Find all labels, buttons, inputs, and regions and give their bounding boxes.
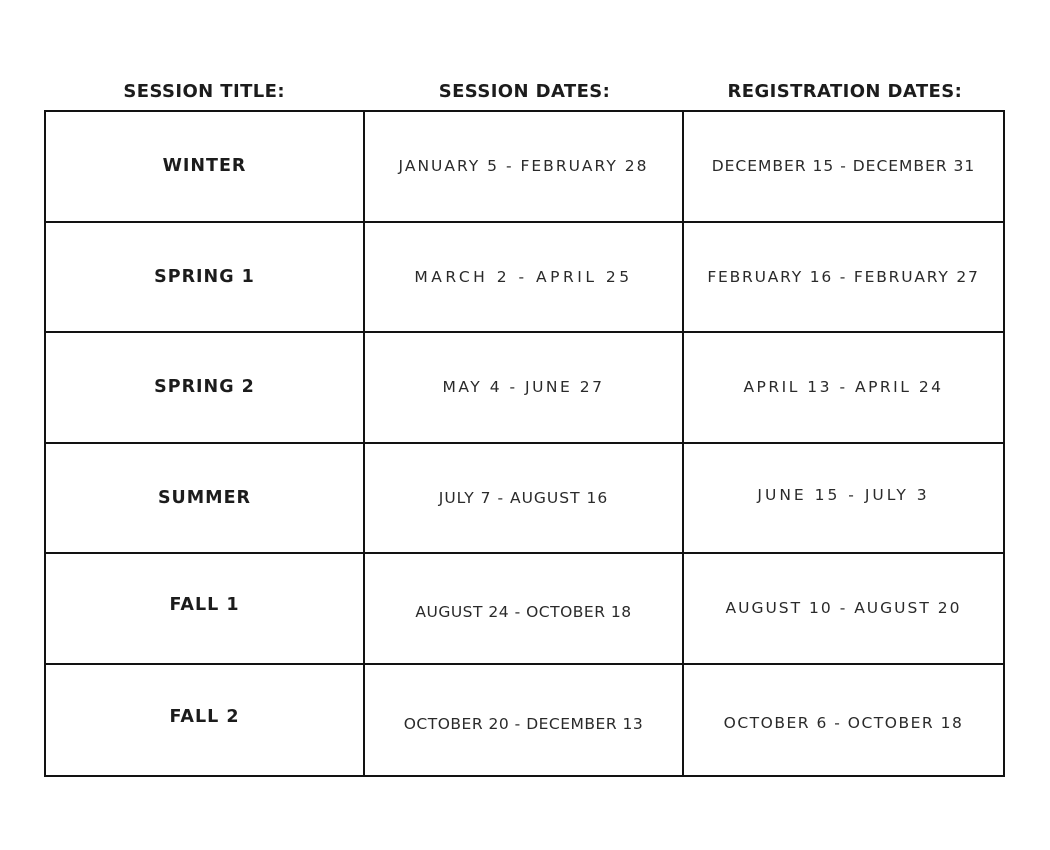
session-dates-spring-2: MAY 4 - JUNE 27 <box>365 333 684 444</box>
column-header-registration-dates: REGISTRATION DATES: <box>727 81 963 102</box>
registration-dates-fall-2: OCTOBER 6 - OCTOBER 18 <box>723 713 964 732</box>
session-dates-winter: JANUARY 5 - FEBRUARY 28 <box>365 112 684 223</box>
session-title-fall-1: FALL 1 <box>46 554 365 665</box>
session-dates-summer: JULY 7 - AUGUST 16 <box>365 444 684 555</box>
session-title-summer: SUMMER <box>46 444 365 555</box>
column-header-session-dates: SESSION DATES: <box>438 81 611 102</box>
session-title-spring-1: SPRING 1 <box>46 223 365 334</box>
column-header-session-title: SESSION TITLE: <box>123 81 285 102</box>
registration-dates-winter: DECEMBER 15 - DECEMBER 31 <box>684 112 1003 223</box>
registration-dates-spring-1: FEBRUARY 16 - FEBRUARY 27 <box>684 223 1003 334</box>
registration-dates-fall-1: AUGUST 10 - AUGUST 20 <box>684 554 1003 665</box>
session-title-fall-2: FALL 2 <box>46 665 365 776</box>
session-dates-fall-1: AUGUST 24 - OCTOBER 18 <box>365 554 684 665</box>
session-title-winter: WINTER <box>46 112 365 223</box>
sessions-table <box>44 110 1005 777</box>
registration-dates-summer: JUNE 15 - JULY 3 <box>684 444 1003 555</box>
session-title-spring-2: SPRING 2 <box>46 333 365 444</box>
column-headers <box>44 72 1005 106</box>
session-dates-spring-1: MARCH 2 - APRIL 25 <box>365 223 684 334</box>
registration-dates-spring-2: APRIL 13 - APRIL 24 <box>684 333 1003 444</box>
session-dates-fall-2: OCTOBER 20 - DECEMBER 13 <box>365 665 684 776</box>
